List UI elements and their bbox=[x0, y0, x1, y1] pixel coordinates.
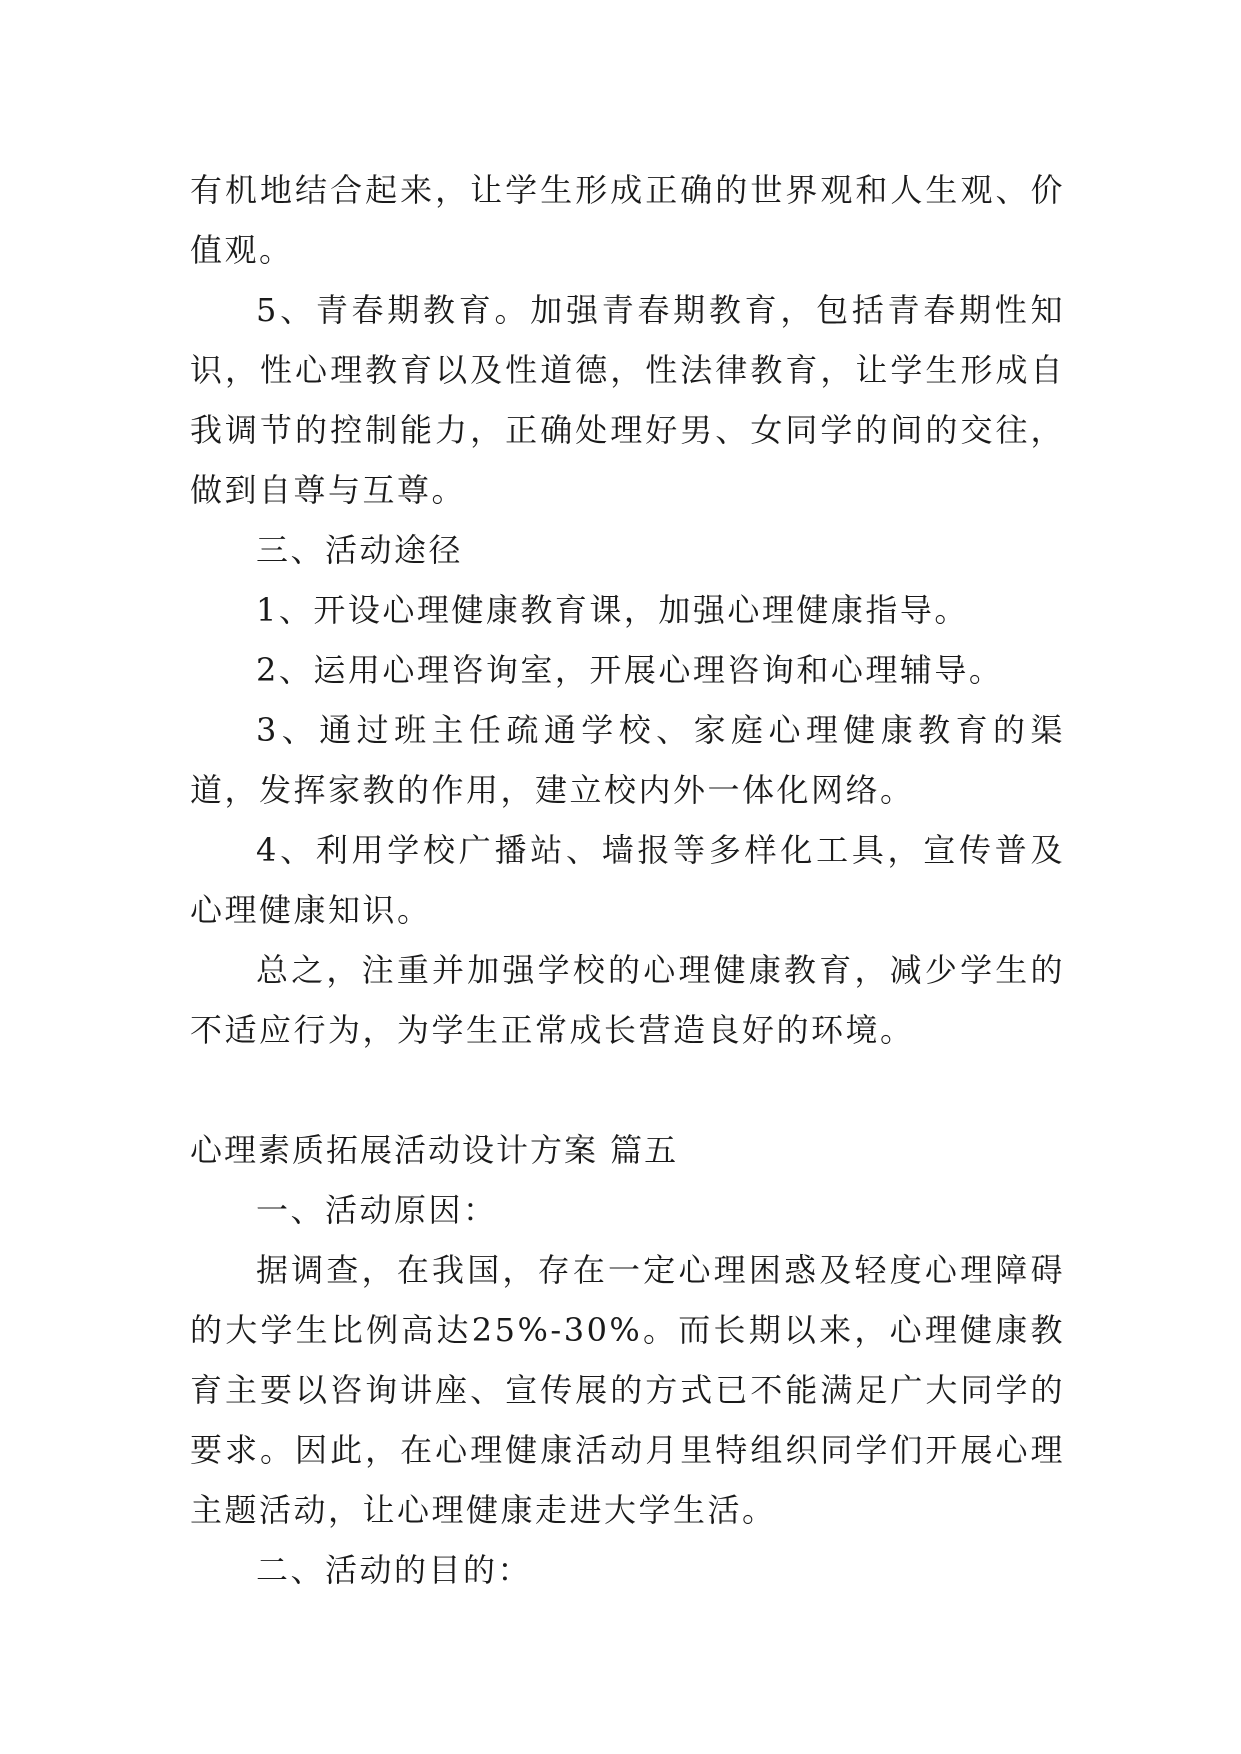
heading-activity-approaches: 三、活动途径 bbox=[256, 531, 464, 569]
heading-activity-purpose: 二、活动的目的： bbox=[256, 1551, 533, 1589]
paragraph-summary: 总之，注重并加强学校的心理健康教育，减少学生的不适应行为，为学生正常成长营造良好的环境。 bbox=[190, 951, 1065, 1049]
list-item-1: 1、开设心理健康教育课，加强心理健康指导。 bbox=[256, 591, 969, 629]
list-item-3: 3、通过班主任疏通学校、家庭心理健康教育的渠道，发挥家教的作用，建立校内外一体化网络。 bbox=[190, 711, 1065, 809]
document-body bbox=[190, 160, 1065, 1600]
paragraph-puberty-education: 5、青春期教育。加强青春期教育，包括青春期性知识，性心理教育以及性道德，性法律教育，让学生形成自我调节的控制能力，正确处理好男、女同学的间的交往，做到自尊与互尊。 bbox=[190, 291, 1065, 509]
heading-activity-reason: 一、活动原因： bbox=[256, 1191, 498, 1229]
paragraph-continuation: 有机地结合起来，让学生形成正确的世界观和人生观、价值观。 bbox=[190, 171, 1065, 269]
paragraph-survey: 据调查，在我国，存在一定心理困惑及轻度心理障碍的大学生比例高达25%-30%。而长期以来，心理健康教育主要以咨询讲座、宣传展的方式已不能满足广大同学的要求。因此，在心理健康活动月里特组织同学们开展心理主题活动，让心理健康走进大学生活。 bbox=[190, 1251, 1065, 1529]
list-item-2: 2、运用心理咨询室，开展心理咨询和心理辅导。 bbox=[256, 651, 1004, 689]
section-title: 心理素质拓展活动设计方案 篇五 bbox=[190, 1131, 679, 1169]
list-item-4: 4、利用学校广播站、墙报等多样化工具，宣传普及心理健康知识。 bbox=[190, 831, 1065, 929]
